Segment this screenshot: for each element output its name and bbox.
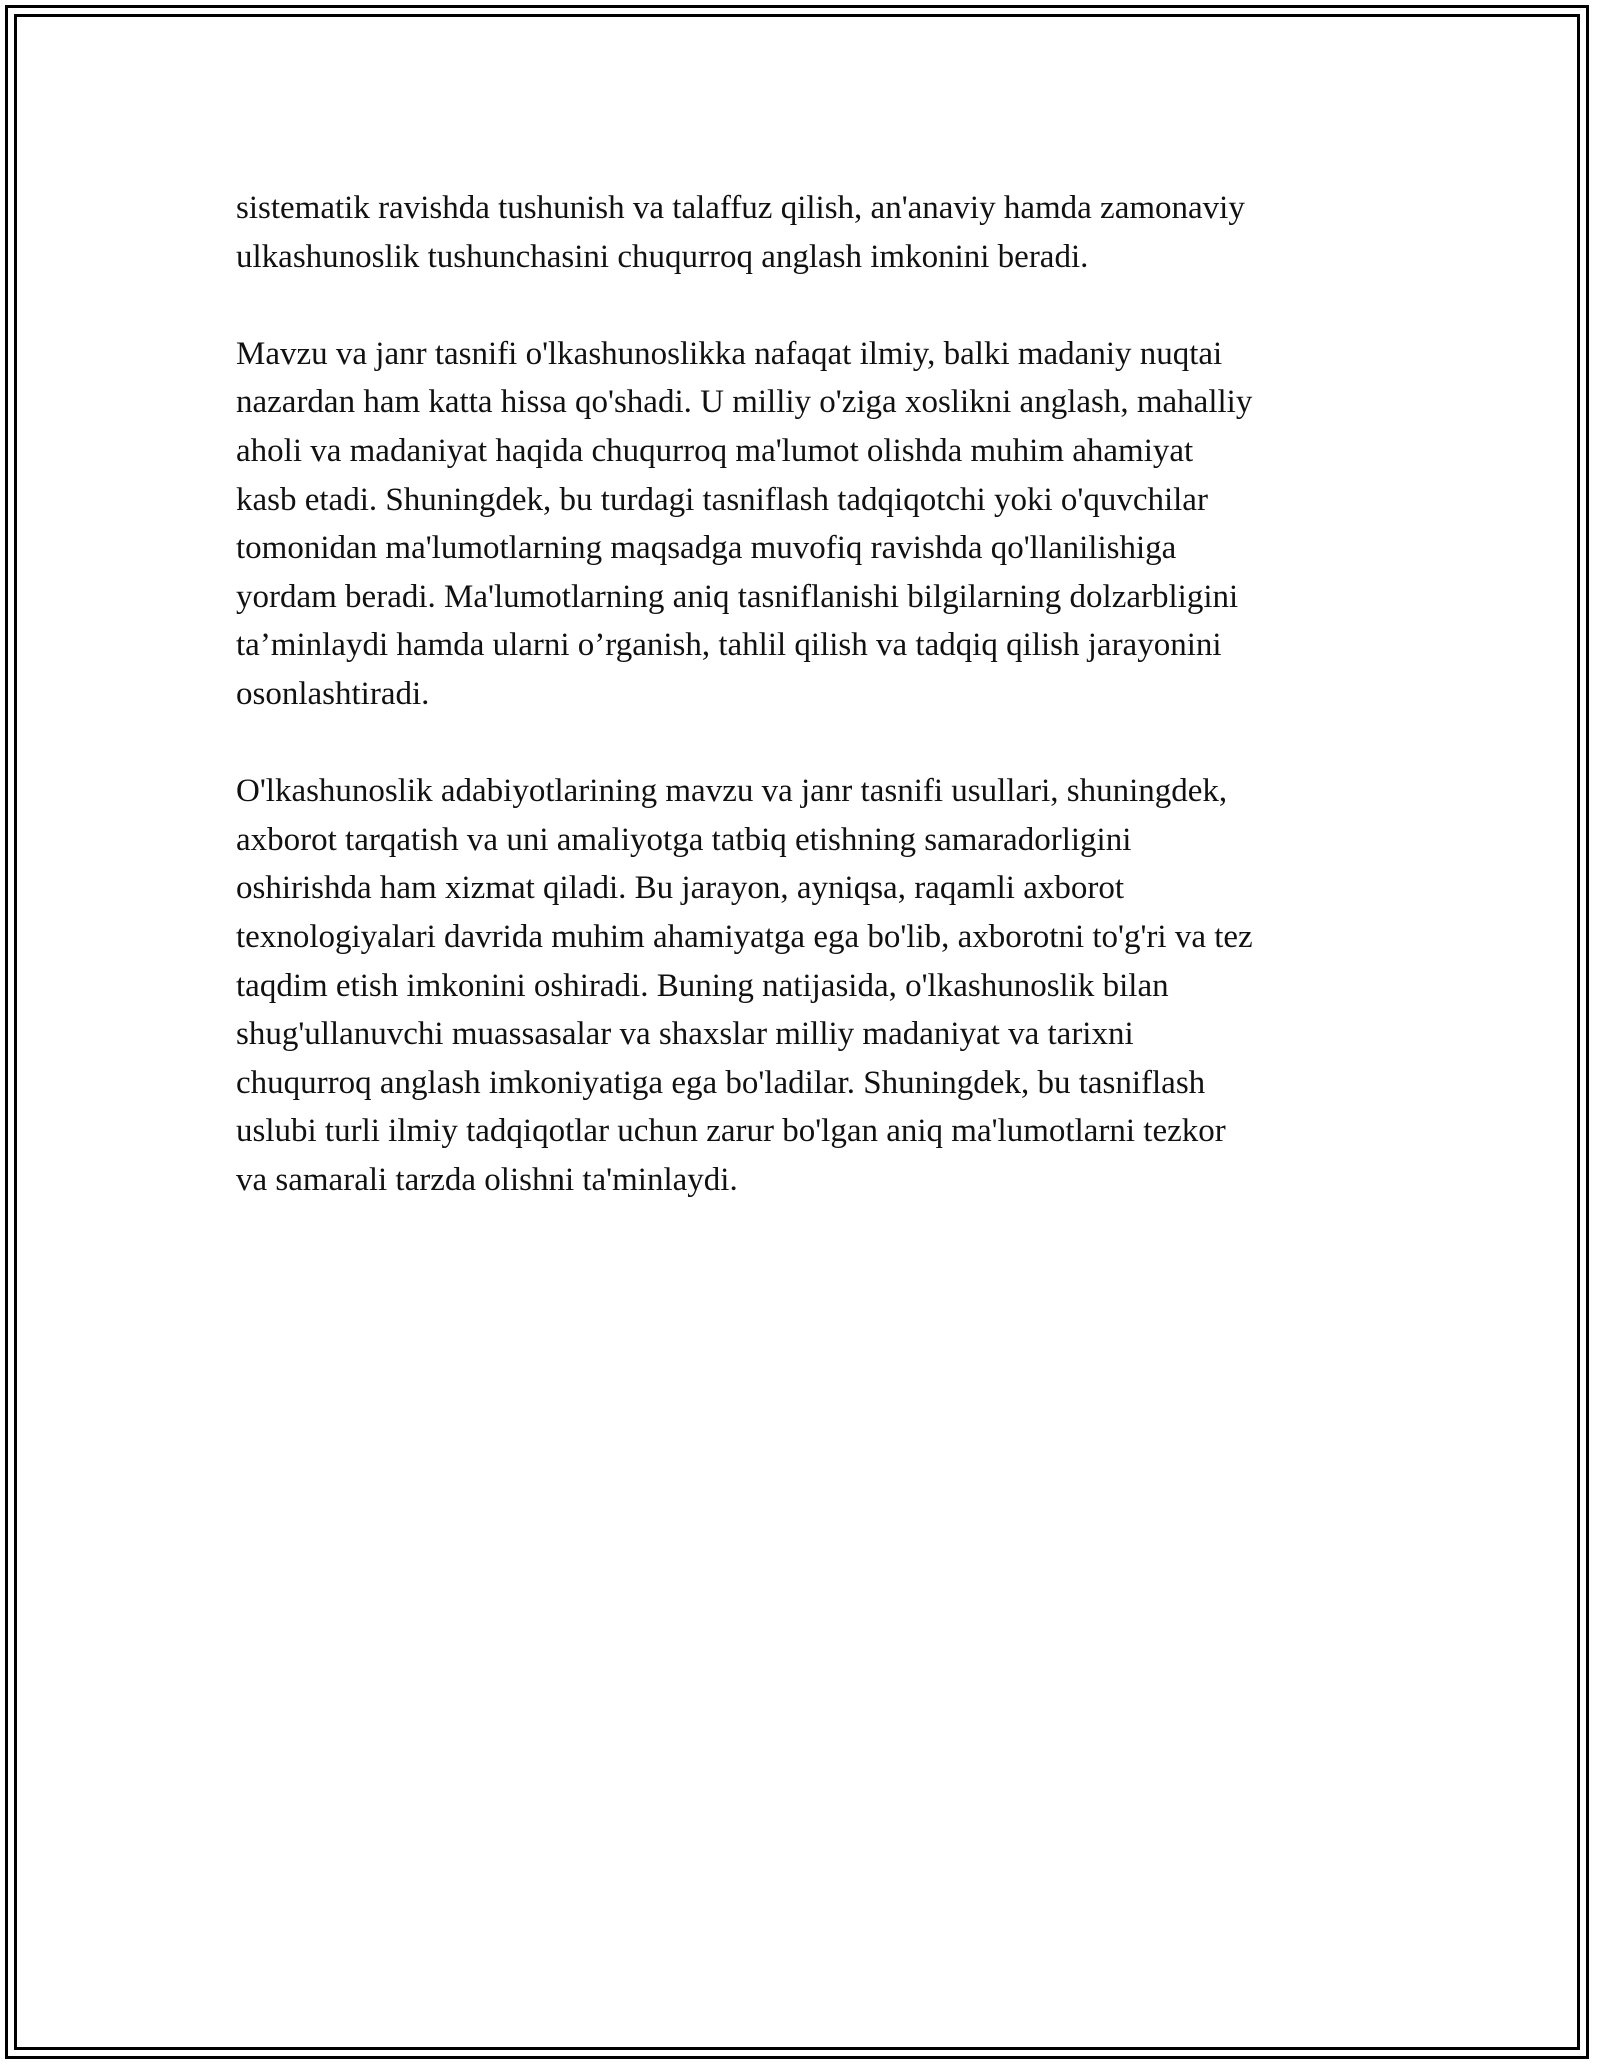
paragraph-3: O'lkashunoslik adabiyotlarining mavzu va janr tasnifi usullari, shuningdek, axborot tarqatish va uni amaliyotga tatbiq etishning samaradorligini oshirishda ham xizmat qiladi. Bu jarayon, ayniqsa, raqamli axborot texnologiyalari davrida muhim ahamiyatga ega bo'lib, axborotni to'g'ri va tez taqdim etish imkonini oshiradi. Buning natijasida, o'lkashunoslik bilan shug'ullanuvchi muassasalar va shaxslar milliy madaniyat va tarixni chuqurroq anglash imkoniyatiga ega bo'ladilar. Shuningdek, bu tasniflash uslubi turli ilmiy tadqiqotlar uchun zarur bo'lgan aniq ma'lumotlarni tezkor va samarali tarzda olishni ta'minlaydi.	[236, 773, 1253, 1198]
document-body	[236, 184, 1366, 1253]
paragraph-2: Mavzu va janr tasnifi o'lkashunoslikka nafaqat ilmiy, balki madaniy nuqtai nazardan ham katta hissa qo'shadi. U milliy o'ziga xoslikni anglash, mahalliy aholi va madaniyat haqida chuqurroq ma'lumot olishda muhim ahamiyat kasb etadi. Shuningdek, bu turdagi tasniflash tadqiqotchi yoki o'quvchilar tomonidan ma'lumotlarning maqsadga muvofiq ravishda qo'llanilishiga yordam beradi. Ma'lumotlarning aniq tasniflanishi bilgilarning dolzarbligini ta’minlaydi hamda ularni o’rganish, tahlil qilish va tadqiq qilish jarayonini osonlashtiradi.	[236, 335, 1253, 712]
paragraph-1: sistematik ravishda tushunish va talaffuz qilish, an'anaviy hamda zamonaviy ulkashunoslik tushunchasini chuqurroq anglash imkonini beradi.	[236, 190, 1245, 275]
